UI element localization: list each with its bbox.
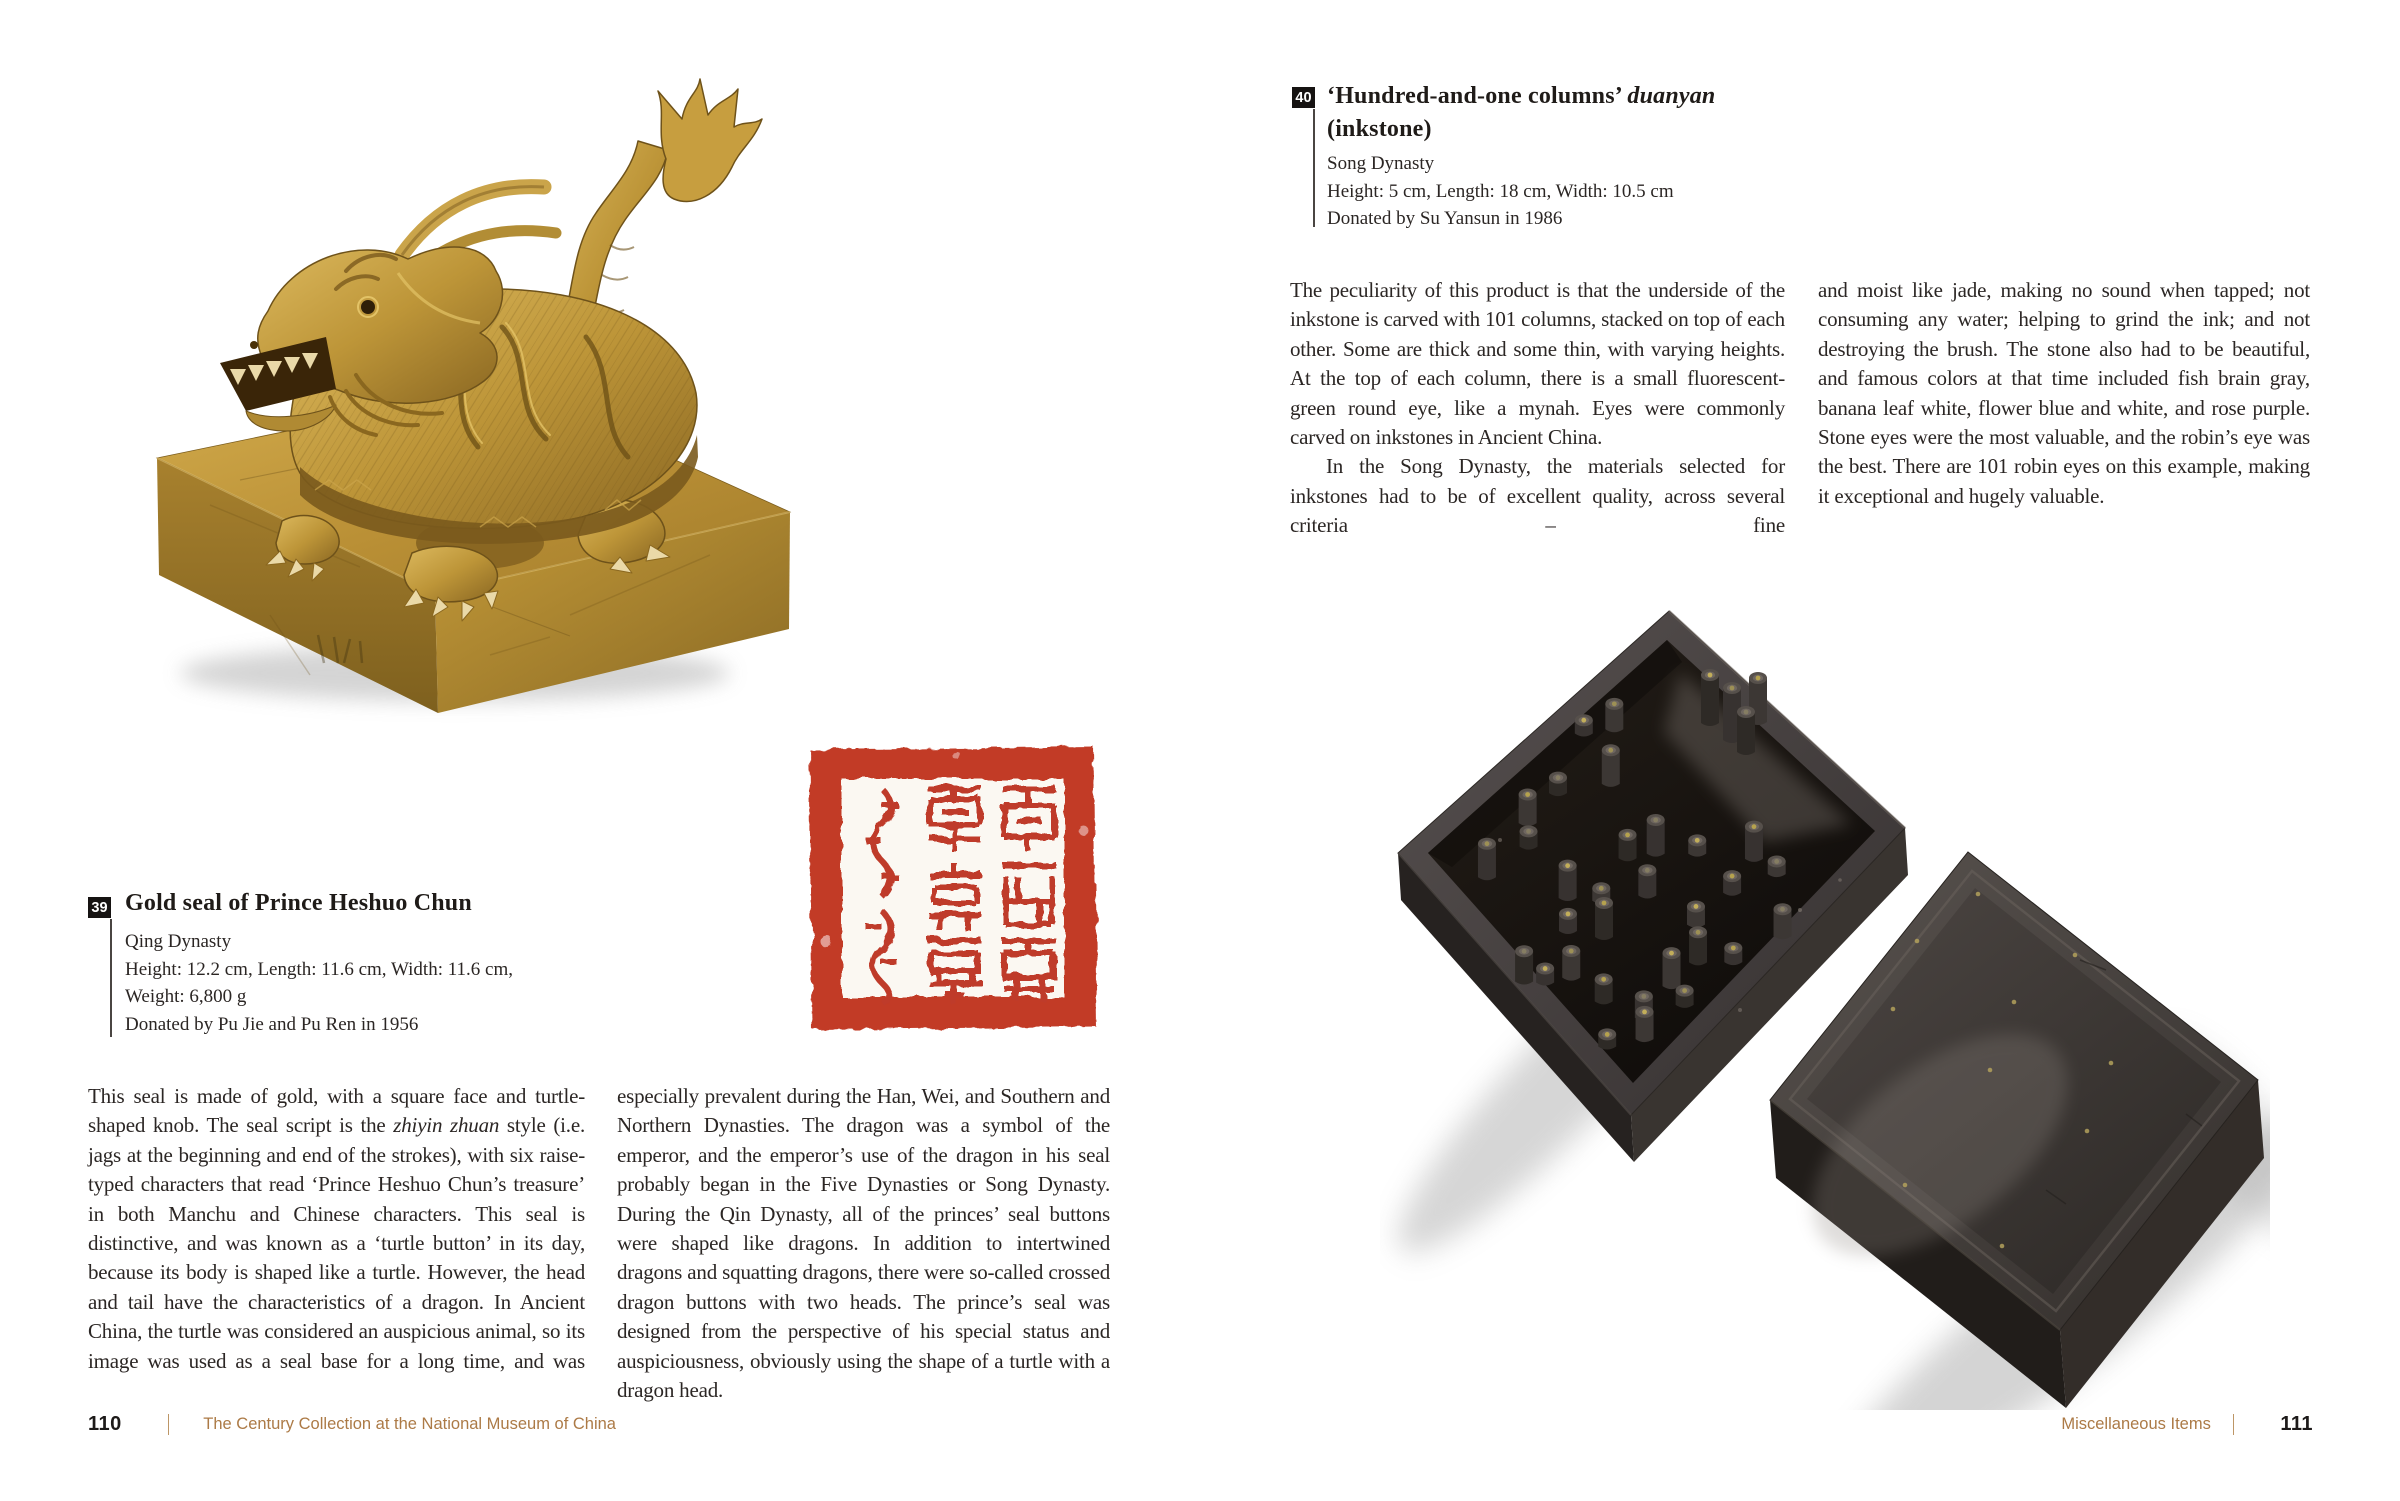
footer-section-title: Miscellaneous Items (2061, 1414, 2211, 1433)
body-column-1 (1290, 276, 1785, 541)
item-title (1327, 80, 1715, 146)
footer-left (88, 1412, 616, 1436)
seal-impression-illustration (806, 741, 1101, 1036)
body-text: style (i.e. jags at the beginning and end of the strokes), with six raise-typed characters that read ‘Prince Heshuo Chun’s treasure’ in both Manchu and Chinese characters. This seal is distinctive, and was known as a ‘turtle button’ in its day, because its body is shaped like a turtle. However, the head and tail have the characteristics of a dragon. In Ancient China, the turtle was considered an auspicious animal, so its image was used as a seal base for a long time, and was (88, 1113, 585, 1373)
page-number: 110 (88, 1412, 122, 1435)
gold-seal-photo (150, 75, 800, 725)
item-number-badge: 40 (1292, 87, 1315, 108)
meta-dynasty: Song Dynasty (1327, 153, 1435, 174)
page-right (1200, 0, 2400, 1501)
item-title-italic: duanyan (1627, 83, 1716, 109)
body-text-italic: zhiyin zhuan (393, 1113, 500, 1138)
footer-divider (2233, 1414, 2235, 1435)
item-number-badge: 39 (88, 897, 111, 918)
item-title: Gold seal of Prince Heshuo Chun (125, 890, 472, 916)
body-column-1 (88, 1082, 585, 1376)
caption-rule (1313, 109, 1315, 227)
meta-donation: Donated by Su Yansun in 1986 (1327, 208, 1563, 229)
seal-impression-photo (806, 741, 1101, 1036)
meta-weight: Weight: 6,800 g (125, 986, 247, 1007)
body-paragraph-1: The peculiarity of this product is that the underside of the inkstone is carved with 101 columns, stacked on top of each other. Some are thick and some thin, with varying heights. At the top of each column, there is a small fluorescent-green round eye, like a mynah. Eyes were commonly carved on inkstones in Ancient China. (1290, 278, 1785, 450)
footer-divider (168, 1414, 170, 1435)
item-title-text: ‘Hundred-and-one columns’ (1327, 83, 1628, 109)
footer-right (1900, 1412, 2313, 1436)
body-paragraph-2: In the Song Dynasty, the materials selected for inkstones had to be of excellent quality, across several criteria – fine (1290, 454, 1785, 538)
meta-donation: Donated by Pu Jie and Pu Ren in 1956 (125, 1013, 419, 1035)
body-text: This seal is made of gold, with a square face and turtle-shaped knob. The seal script is the (88, 1084, 585, 1138)
body-column-2: especially prevalent during the Han, Wei, and Southern and Northern Dynasties. The dragon was a symbol of the emperor, and the emperor’s use of the dragon in his seal probably began in the Five Dynasties or Song Dynasty. During the Qin Dynasty, all of the princes’ seal buttons were shaped like dragons. In addition to intertwined dragons and squatting dragons, there were so-called crossed dragon buttons with two heads. The prince’s seal was designed from the perspective of his special status and auspiciousness, obviously using the shape of a turtle with a dragon head. (617, 1084, 1110, 1403)
meta-dimensions: Height: 5 cm, Length: 18 cm, Width: 10.5 cm (1327, 180, 1674, 202)
gold-seal-illustration (150, 75, 800, 725)
page-number: 111 (2280, 1412, 2313, 1435)
item-meta (125, 928, 513, 1038)
body-column-2: and moist like jade, making no sound when tapped; not consuming any water; helping to grind the ink; and not destroying the brush. The stone also had to be beautiful, and famous colors at that time included fish brain gray, banana leaf white, flower blue and white, and rose purple. Stone eyes were the most valuable, and the robin’s eye was the best. There are 101 robin eyes on this example, making it exceptional and hugely valuable. (1818, 278, 2310, 508)
item-title-line2: (inkstone) (1327, 116, 1432, 142)
caption-rule (110, 919, 112, 1037)
meta-dimensions: Height: 12.2 cm, Length: 11.6 cm, Width: 11.6 cm, (125, 958, 513, 980)
inkstone-photo (1380, 580, 2270, 1410)
inkstone-illustration (1380, 580, 2270, 1410)
footer-book-title: The Century Collection at the National Museum of China (203, 1414, 616, 1433)
item-meta (1327, 150, 1674, 233)
meta-dynasty: Qing Dynasty (125, 931, 232, 952)
